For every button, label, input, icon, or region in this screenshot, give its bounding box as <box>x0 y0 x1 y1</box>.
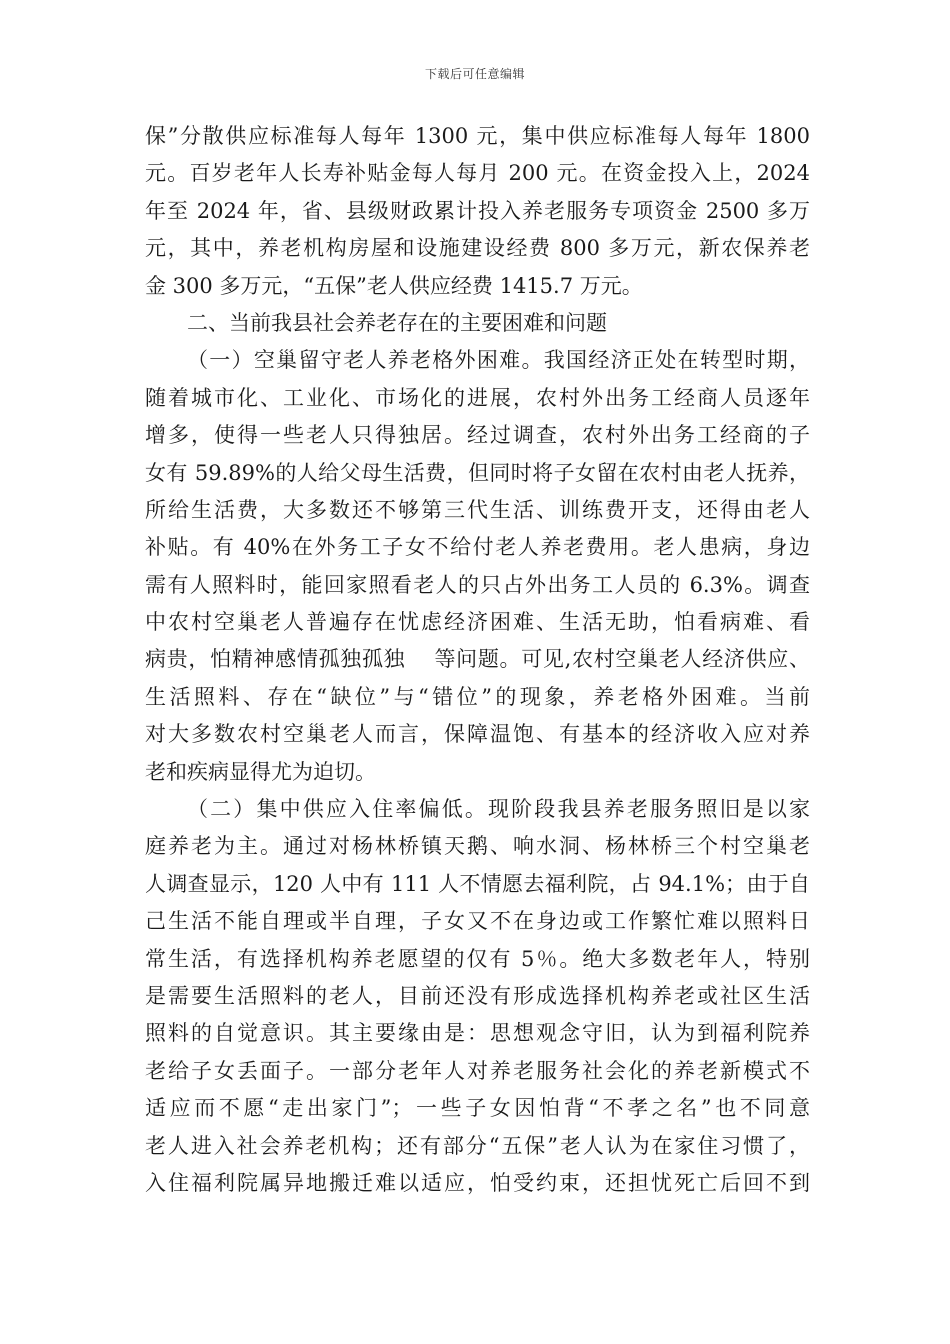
text-line: 老给子女丢面子。一部分老年人对养老服务社会化的养老新模式不 <box>145 1058 810 1083</box>
page-header: 下载后可任意编辑 <box>424 67 525 81</box>
text-line: 随着城市化、工业化、市场化的进展，农村外出务工经商人员逐年 <box>145 385 810 410</box>
text-line: 病贵，怕精神感情孤独孤独 等问题。可见,农村空巢老人经济供应、 <box>145 647 810 672</box>
text-line: 是需要生活照料的老人，目前还没有形成选择机构养老或社区生活 <box>145 983 810 1008</box>
text-line: 金 300 多万元，“五保”老人供应经费 1415.7 万元。 <box>145 273 643 298</box>
text-line: （二）集中供应入住率偏低。现阶段我县养老服务照旧是以家 <box>187 797 810 822</box>
text-line: 中农村空巢老人普遍存在忧虑经济困难、生活无助，怕看病难、看 <box>145 610 810 635</box>
text-line: 年至 2024 年，省、县级财政累计投入养老服务专项资金 2500 多万 <box>145 198 810 223</box>
text-line: 己生活不能自理或半自理，子女又不在身边或工作繁忙难以照料日 <box>145 909 810 934</box>
text-line: 补贴。有 40%在外务工子女不给付老人养老费用。老人患病，身边 <box>145 535 810 560</box>
text-line: 保”分散供应标准每人每年 1300 元，集中供应标准每人每年 1800 <box>145 124 810 148</box>
text-line: 对大多数农村空巢老人而言，保障温饱、有基本的经济收入应对养 <box>145 722 810 747</box>
text-line: 庭养老为主。通过对杨林桥镇天鹅、响水洞、杨林桥三个村空巢老 <box>145 834 810 859</box>
text-line: 照料的自觉意识。其主要缘由是：思想观念守旧，认为到福利院养 <box>145 1021 810 1046</box>
text-line: 所给生活费，大多数还不够第三代生活、训练费开支，还得由老人 <box>145 497 810 522</box>
text-line: 二、当前我县社会养老存在的主要困难和问题 <box>187 310 607 335</box>
text-line: 适应而不愿“走出家门”；一些子女因怕背“不孝之名”也不同意 <box>145 1096 810 1121</box>
text-line: 老和疾病显得尤为迫切。 <box>145 759 376 784</box>
text-line: 人调查显示，120 人中有 111 人不情愿去福利院，占 94.1%；由于自 <box>145 871 810 896</box>
text-line: 增多，使得一些老人只得独居。经过调查，农村外出务工经商的子 <box>145 423 810 448</box>
text-line: （一）空巢留守老人养老格外困难。我国经济正处在转型时期， <box>187 348 810 373</box>
text-line: 入住福利院属异地搬迁难以适应，怕受约束，还担忧死亡后回不到 <box>145 1170 810 1195</box>
text-line: 元，其中，养老机构房屋和设施建设经费 800 多万元，新农保养老 <box>145 236 810 261</box>
text-line: 常生活，有选择机构养老愿望的仅有 5％。绝大多数老年人，特别 <box>145 946 810 971</box>
text-line: 女有 59.89%的人给父母生活费，但同时将子女留在农村由老人抚养， <box>145 460 810 485</box>
body-text <box>145 118 810 1202</box>
text-line: 元。百岁老年人长寿补贴金每人每月 200 元。在资金投入上，2024 <box>145 161 810 186</box>
text-line: 老人进入社会养老机构；还有部分“五保”老人认为在家住习惯了， <box>145 1133 810 1158</box>
text-line: 生活照料、存在“缺位”与“错位”的现象，养老格外困难。当前 <box>145 684 810 709</box>
text-line: 需有人照料时，能回家照看老人的只占外出务工人员的 6.3%。调查 <box>145 572 810 597</box>
